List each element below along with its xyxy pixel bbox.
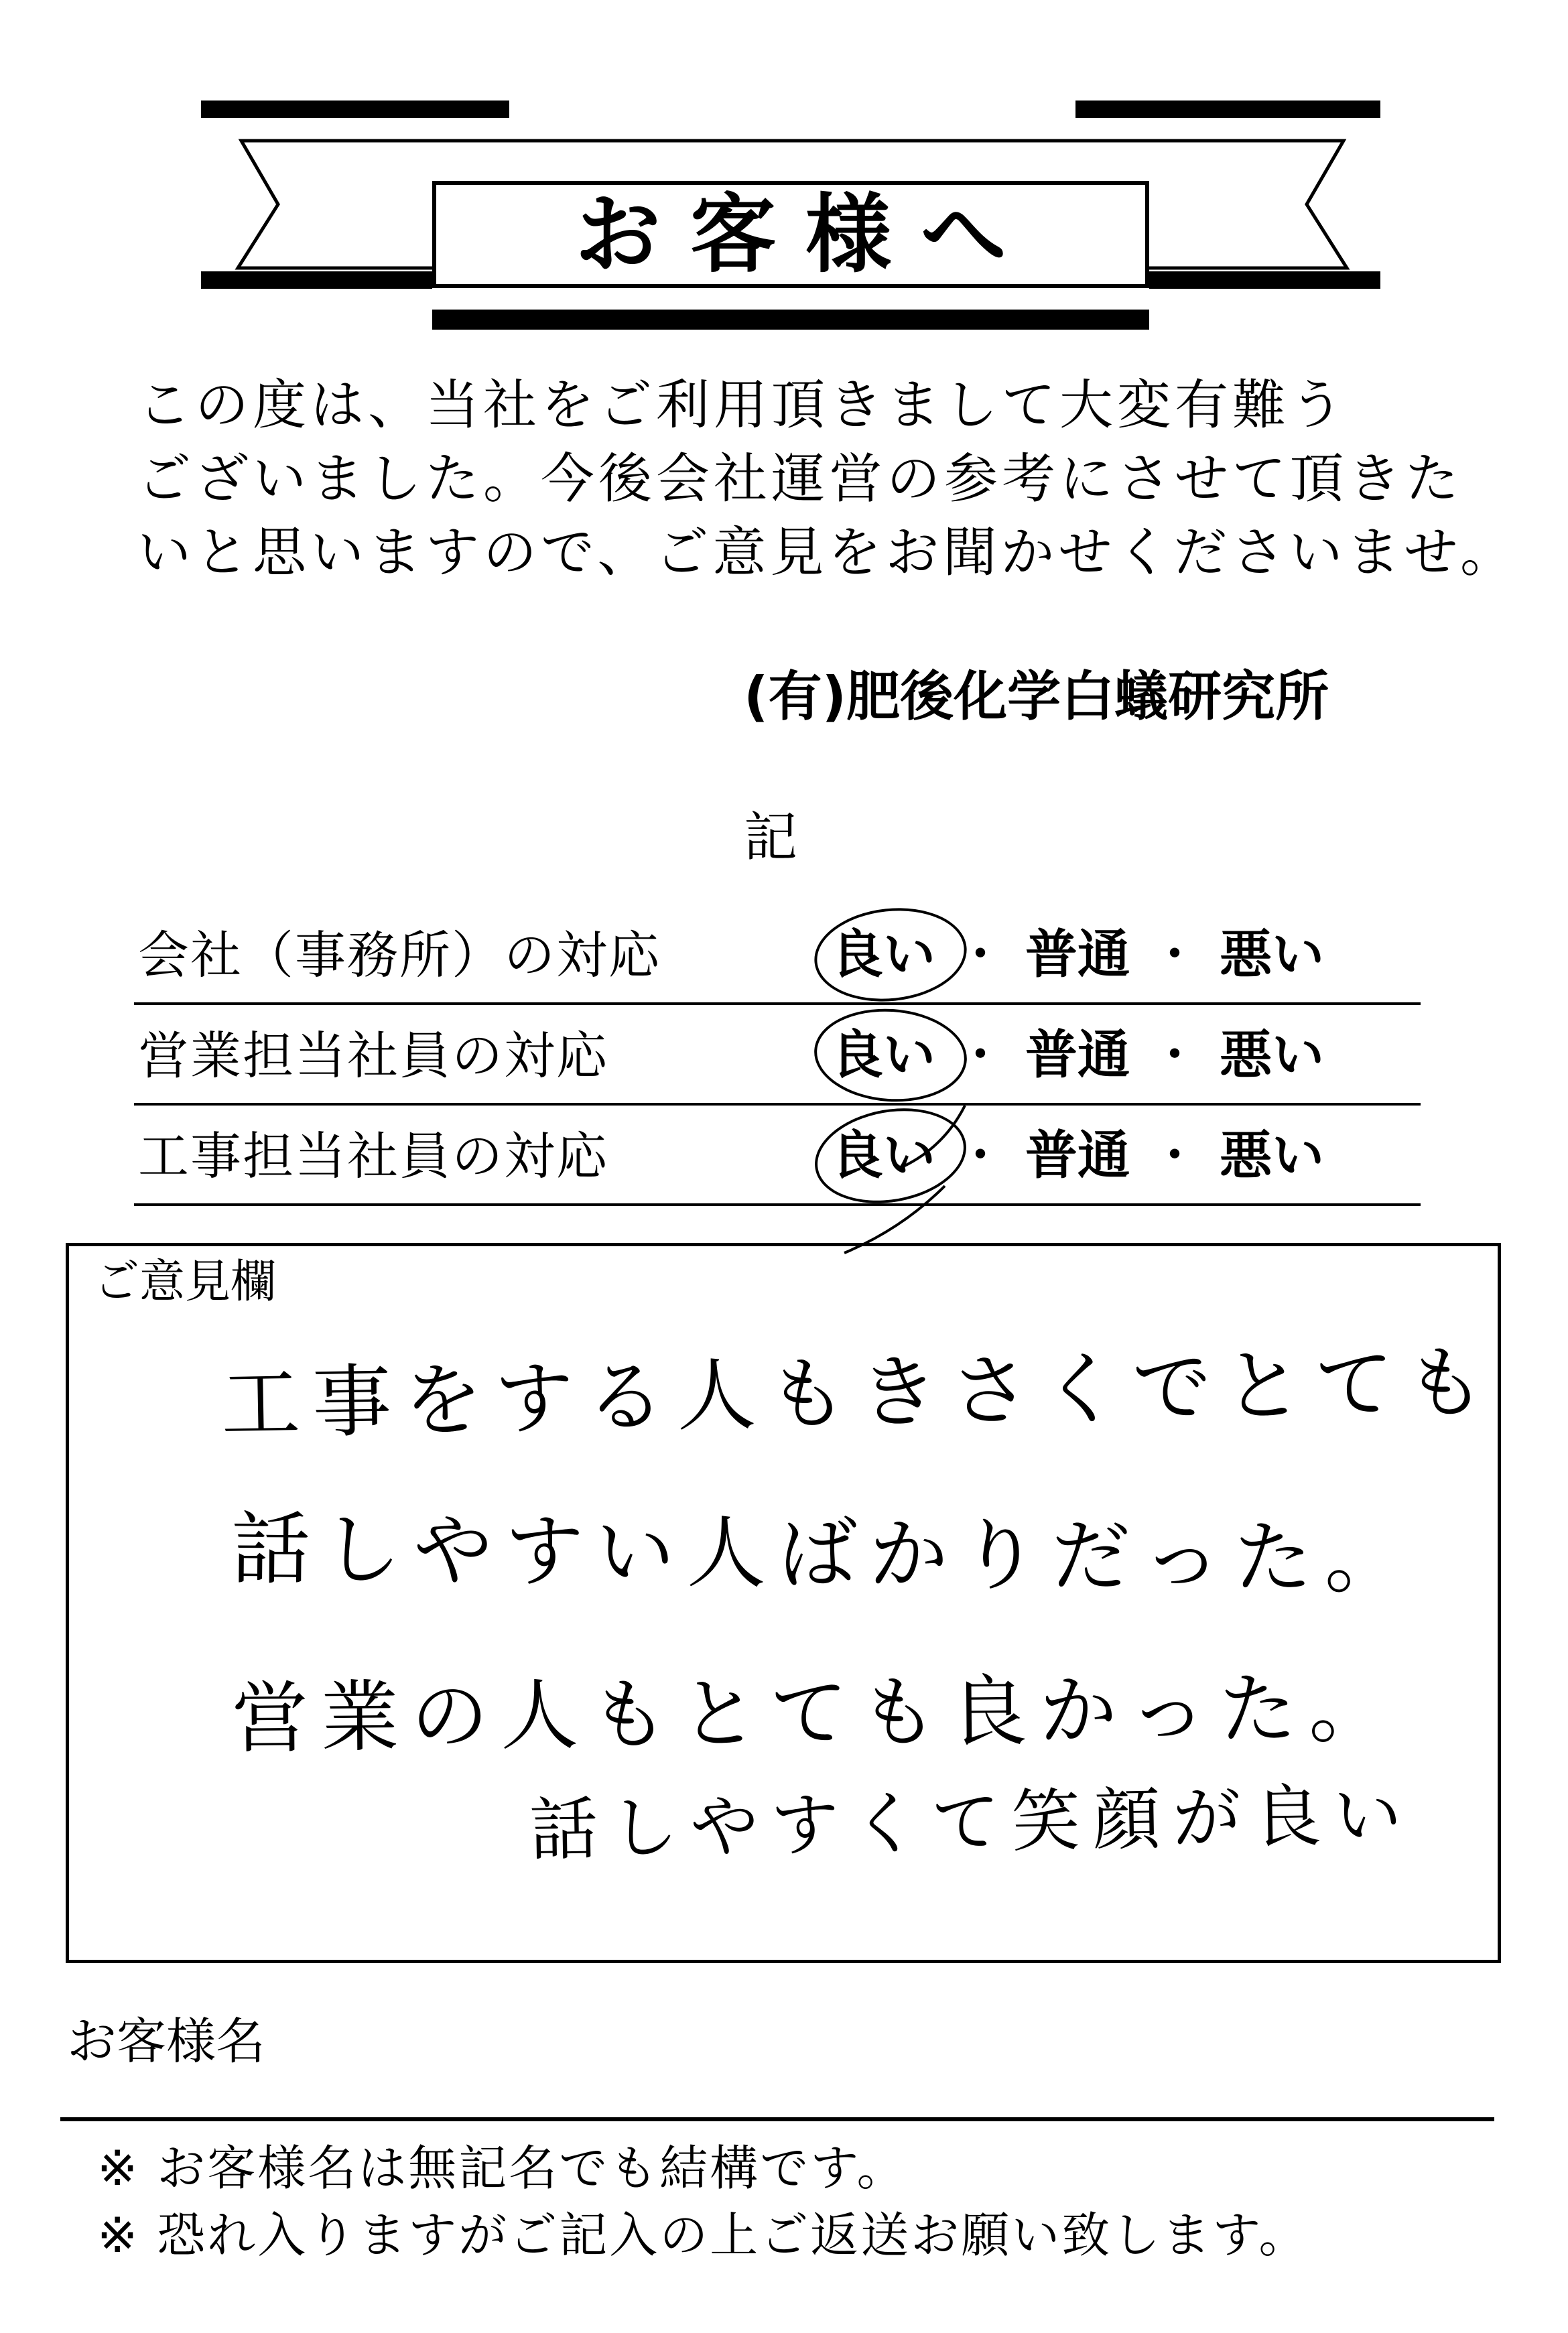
option-good[interactable]: 良い [831,1025,936,1085]
banner-title-box [432,181,1149,288]
opinion-label: ご意見欄 [94,1256,277,1309]
rating-options [831,925,1325,985]
rating-row-company [134,905,1421,1005]
option-separator: ・ [1149,1025,1201,1085]
option-separator: ・ [954,1025,1007,1085]
page-title: お客様へ [574,184,1036,285]
intro-text [137,369,1518,590]
option-good[interactable]: 良い [831,925,936,985]
rating-row-construction [134,1106,1421,1206]
rating-row-label: 会社（事務所）の対応 [138,925,661,985]
banner-bottom-bar [432,310,1149,330]
rating-row-label: 営業担当社員の対応 [138,1026,608,1085]
option-normal[interactable]: 普通 [1025,1126,1130,1186]
option-bad[interactable]: 悪い [1220,1126,1325,1186]
customer-name-label: お客様名 [67,2013,265,2070]
footer-note: ※ 恐れ入りますがご記入の上ご返送お願い致します。 [97,2207,1309,2263]
handwritten-line: 話しやすくて笑顔が良い [529,1775,1415,1871]
option-bad[interactable]: 悪い [1220,925,1325,985]
option-separator: ・ [954,925,1007,985]
option-separator: ・ [954,1126,1007,1186]
pen-stroke-marks [791,1092,992,1266]
option-normal[interactable]: 普通 [1025,925,1130,985]
handwritten-line: 話しやすい人ばかりだった。 [231,1502,1417,1605]
option-separator: ・ [1149,925,1201,985]
option-normal[interactable]: 普通 [1025,1025,1130,1085]
rating-row-sales [134,1005,1421,1106]
ki-heading: 記 [744,806,797,868]
footer-note: ※ お客様名は無記名でも結構です。 [97,2140,907,2196]
intro-line: この度は、当社をご利用頂きまして大変有難う [137,374,1348,436]
customer-name-field[interactable] [60,2117,1494,2121]
handwritten-line: 営業の人もとても良かった。 [231,1663,1399,1764]
rating-options [831,1025,1325,1085]
option-bad[interactable]: 悪い [1220,1025,1325,1085]
handwritten-line: 工事をする人もきさくでとても [220,1335,1498,1451]
rating-row-label: 工事担当社員の対応 [138,1126,608,1186]
option-separator: ・ [1149,1126,1201,1186]
intro-line: ございました。今後会社運営の参考にさせて頂きた [137,448,1463,510]
intro-line: いと思いますので、ご意見をお聞かせくださいませ。 [137,521,1518,584]
company-name: (有)肥後化学白蟻研究所 [744,665,1329,728]
option-good[interactable]: 良い [831,1126,936,1186]
